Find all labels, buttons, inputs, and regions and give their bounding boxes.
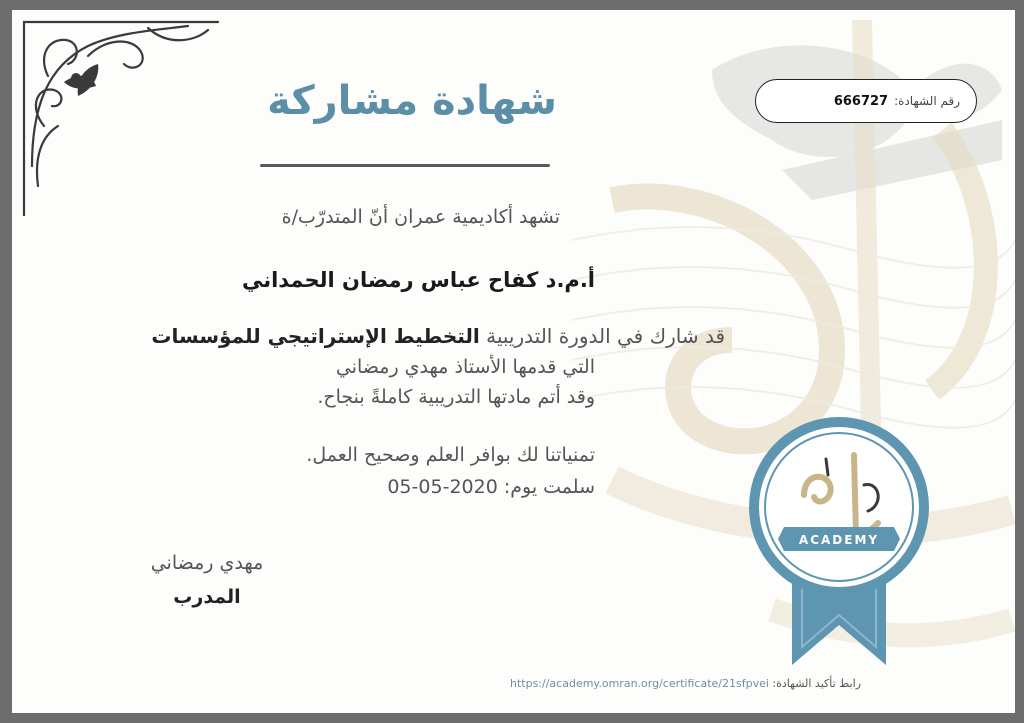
title-underline (260, 164, 550, 167)
intro-text: تشهد أكاديمية عمران أنّ المتدرّب/ة (281, 206, 560, 228)
verification-link[interactable]: https://academy.omran.org/certificate/21sfpvei (510, 677, 769, 690)
certificate-title: شهادة مشاركة (267, 78, 557, 124)
course-name: التخطيط الإستراتيجي للمؤسسات (151, 324, 480, 348)
verification-line (510, 677, 861, 690)
seal-text: ACADEMY (798, 533, 880, 547)
certificate-number-box (755, 79, 977, 123)
issue-date: سلمت يوم: 2020-05-05 (387, 476, 595, 498)
course-prefix: قد شارك في الدورة التدريبية (486, 324, 725, 348)
certificate-number-value: 666727 (833, 93, 889, 109)
completion-text: وقد أتم مادتها التدريبية كاملةً بنجاح. (317, 386, 595, 408)
academy-seal-icon (744, 415, 934, 665)
trainer-name: مهدي رمضاني (150, 552, 264, 574)
wishes-text: تمنياتنا لك بوافر العلم وصحيح العمل. (306, 444, 595, 466)
course-line (151, 324, 725, 348)
presented-by-text: التي قدمها الأستاذ مهدي رمضاني (335, 356, 595, 378)
verification-label: رابط تأكيد الشهادة: (772, 677, 862, 690)
certificate-number-label: رقم الشهادة: (894, 94, 960, 108)
trainee-name: أ.م.د كفاح عباس رمضان الحمداني (241, 268, 595, 292)
certificate-sheet (12, 10, 1015, 713)
trainer-title: المدرب (173, 586, 241, 608)
ornament-corner (18, 16, 238, 216)
